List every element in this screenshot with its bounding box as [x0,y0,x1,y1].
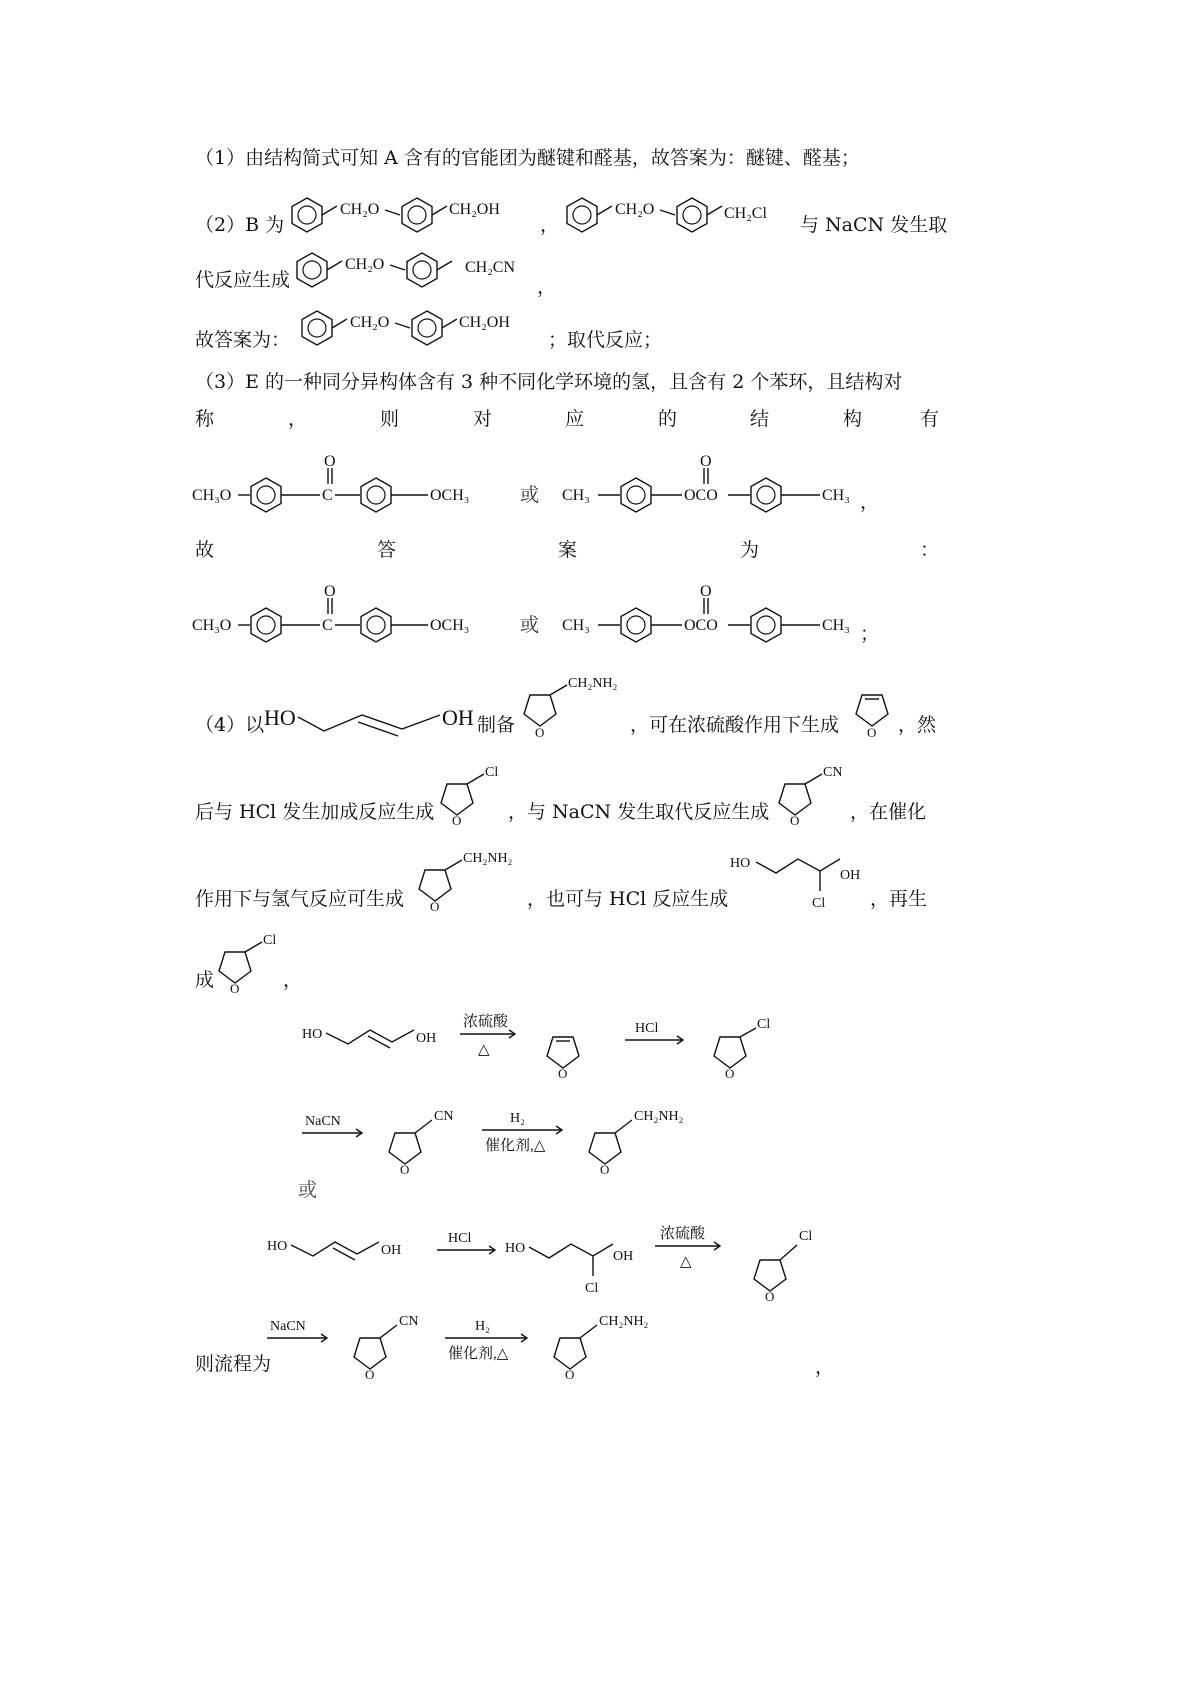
molecule-nitrile [290,245,550,295]
svg-text:CH₂O: CH₂O [345,256,385,273]
svg-text:CH₃: CH₃ [562,617,590,634]
svg-text:CN: CN [399,1314,419,1329]
q4-l3a: 作用下与氢气反应可生成 [195,888,405,910]
svg-text:O: O [558,1066,568,1081]
svg-text:OCO: OCO [684,487,718,504]
svg-text:O: O [535,725,545,740]
q4-l2a: 后与 HCl 发生加成反应生成 [195,801,435,823]
q4-l2b: ，与 NaCN 发生取代反应生成 [508,801,770,823]
svg-text:HO: HO [302,1027,323,1042]
svg-text:OH: OH [442,705,474,730]
q3-semicolon: ； [860,623,880,645]
svg-text:CH₃: CH₃ [822,617,850,634]
svg-text:CH₃: CH₃ [822,487,850,504]
svg-text:O: O [867,725,877,740]
molecule-chloride [560,190,800,240]
svg-text:C: C [322,487,333,504]
svg-text:NaCN: NaCN [305,1114,341,1129]
svg-text:CH₃: CH₃ [562,487,590,504]
q4-l3c: ，再生 [870,888,928,910]
scheme1-row2 [300,1100,730,1180]
scheme-or: 或 [298,1179,318,1201]
svg-text:HCl: HCl [635,1021,659,1036]
q2-answer-suffix: ；取代反应； [548,329,663,351]
svg-text:Cl: Cl [757,1017,771,1032]
svg-text:浓硫酸: 浓硫酸 [660,1226,706,1242]
q2-prefix: （2）B 为 [195,214,285,236]
svg-text:HO: HO [267,1239,288,1254]
q3-word: 对 [473,408,493,430]
svg-text:浓硫酸: 浓硫酸 [463,1014,509,1030]
q3-answer-word: ： [920,539,940,561]
svg-text:CH₂NH₂: CH₂NH₂ [463,851,513,866]
scheme1-row1 [300,1010,790,1085]
svg-text:OH: OH [613,1249,634,1264]
svg-text:CH₂OH: CH₂OH [449,201,500,218]
thf-ch2nh2 [515,665,645,740]
q3-word: 应 [565,408,585,430]
q4-final-prefix: 则流程为 [195,1353,272,1375]
q3-or: 或 [520,484,540,506]
q4-l4a: 成 [195,969,215,991]
q3-answer-word: 为 [740,539,760,561]
svg-text:CH₂OH: CH₂OH [459,314,510,331]
q3-word: 有 [920,408,940,430]
chlorodiol [728,845,888,915]
svg-text:HO: HO [505,1241,526,1256]
svg-text:OCH₃: OCH₃ [430,617,470,634]
dihydrofuran [845,675,900,740]
svg-text:NaCN: NaCN [270,1319,306,1334]
svg-text:O: O [765,1289,775,1304]
q3-answer-word: 案 [558,539,578,561]
q3-or-2: 或 [520,614,540,636]
q2-comma1: ， [540,214,560,236]
svg-text:OH: OH [381,1243,402,1258]
q2-mid: 与 NaCN 发生取 [800,214,948,236]
q2-line2: 代反应生成 [195,269,291,291]
svg-text:CH₂NH₂: CH₂NH₂ [568,676,618,691]
svg-text:CN: CN [434,1109,454,1124]
svg-text:O: O [230,981,240,995]
svg-text:C: C [322,617,333,634]
isomer-ketone-answer [190,578,520,653]
svg-text:CH₃O: CH₃O [192,617,232,634]
q3-word: 结 [750,408,770,430]
svg-text:Cl: Cl [485,765,499,780]
svg-text:O: O [725,1066,735,1081]
svg-text:O: O [400,1162,410,1177]
q3-word: 则 [380,408,400,430]
q3-answer-word: 答 [377,539,397,561]
svg-text:CH₂O: CH₂O [350,314,390,331]
svg-text:HO: HO [730,856,751,871]
svg-text:H₂: H₂ [475,1319,490,1334]
svg-text:O: O [452,813,462,827]
svg-text:H₂: H₂ [510,1111,525,1126]
isomer-carbonate [560,448,870,523]
isomer-ketone [190,448,520,523]
svg-text:Cl: Cl [799,1229,813,1244]
svg-text:HO: HO [264,705,296,730]
q3-word: 的 [658,408,678,430]
svg-text:催化剂,△: 催化剂,△ [448,1346,509,1362]
thf-cn [770,757,860,827]
q2-comma2: ， [537,276,557,298]
svg-text:CH₂NH₂: CH₂NH₂ [599,1314,649,1329]
q3-word: 构 [843,408,863,430]
svg-text:O: O [700,583,712,600]
svg-text:OCO: OCO [684,617,718,634]
q3-word: 称 [195,408,215,430]
q4-l2c: ，在催化 [850,801,927,823]
svg-text:O: O [430,899,440,913]
q1-text: （1）由结构简式可知 A 含有的官能团为醚键和醛基，故答案为：醚键、醛基； [195,147,860,169]
molecule-b-alcohol [285,190,545,240]
svg-text:Cl: Cl [585,1281,599,1296]
isomer-carbonate-answer [560,578,870,653]
thf-cl [432,757,512,827]
svg-text:△: △ [478,1042,490,1058]
svg-text:CH₂O: CH₂O [340,201,380,218]
svg-text:CH₃O: CH₃O [192,487,232,504]
scheme2-row2 [265,1305,695,1385]
thf-cl-2 [210,925,285,995]
svg-text:O: O [790,813,800,827]
svg-text:HCl: HCl [448,1231,472,1246]
svg-text:O: O [565,1367,575,1382]
molecule-b-answer [295,303,555,353]
q4-t1: 制备 [477,714,516,736]
q3-word: ， [288,408,308,430]
svg-text:OH: OH [416,1031,437,1046]
svg-text:CN: CN [823,765,843,780]
scheme2-row1 [265,1220,825,1305]
svg-text:Cl: Cl [812,896,826,911]
svg-text:O: O [365,1367,375,1382]
svg-text:Cl: Cl [263,933,277,948]
svg-text:CH₂CN: CH₂CN [465,259,516,276]
svg-text:CH₂NH₂: CH₂NH₂ [634,1109,684,1124]
q4-l4b: ， [283,969,303,991]
svg-text:O: O [700,453,712,470]
thf-ch2nh2-2 [410,843,540,913]
svg-text:△: △ [680,1254,692,1270]
svg-text:OH: OH [840,868,861,883]
q4-t2: ，可在浓硫酸作用下生成 [630,714,840,736]
svg-text:OCH₃: OCH₃ [430,487,470,504]
svg-text:O: O [600,1162,610,1177]
q3-answer-word: 故 [195,539,215,561]
q4-l3b: ，也可与 HCl 反应生成 [527,888,729,910]
q2-answer-prefix: 故答案为： [195,329,291,351]
q4-t3: ，然 [898,714,937,736]
q3-line1: （3）E 的一种同分异构体含有 3 种不同化学环境的氢，且含有 2 个苯环，且结构对 [195,371,903,393]
svg-text:O: O [324,453,336,470]
svg-text:CH₂Cl: CH₂Cl [724,205,767,222]
svg-text:催化剂,△: 催化剂,△ [485,1138,546,1154]
butenediol [262,695,477,740]
q4-prefix: （4）以 [195,714,265,736]
svg-text:O: O [324,583,336,600]
q3-comma: ， [860,491,880,513]
svg-text:CH₂O: CH₂O [615,201,655,218]
q4-final-comma: ， [815,1356,835,1378]
